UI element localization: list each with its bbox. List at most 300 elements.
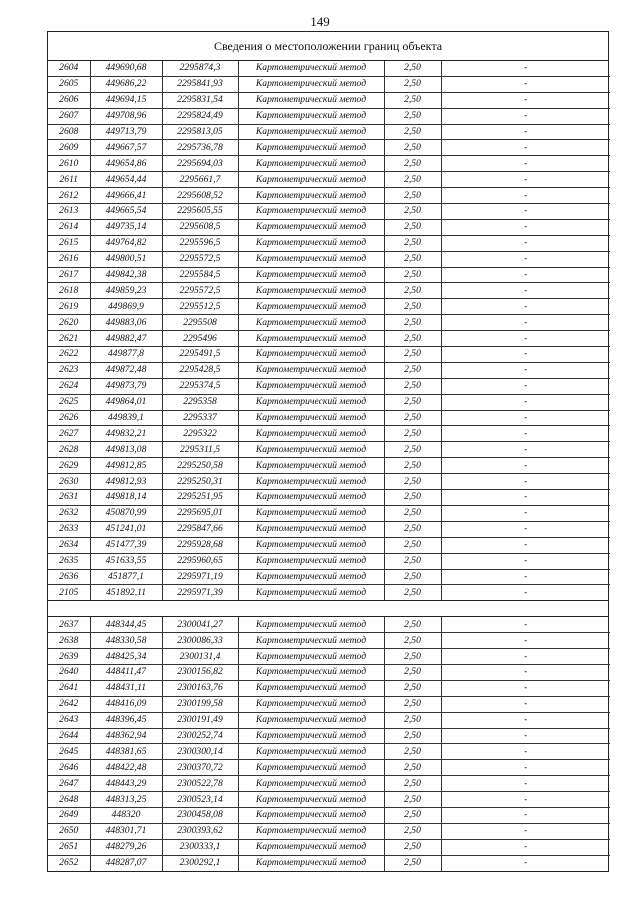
y-coordinate-cell: 2295322 <box>162 426 238 442</box>
y-coordinate-cell: 2300522,78 <box>162 776 238 792</box>
table-row <box>48 362 610 378</box>
x-coordinate-cell: 451241,01 <box>90 521 162 537</box>
y-coordinate-cell: 2295337 <box>162 410 238 426</box>
accuracy-cell: 2,50 <box>384 505 441 521</box>
method-cell: Картометрический метод <box>238 204 384 220</box>
table-row <box>48 585 610 600</box>
point-number-cell: 2105 <box>48 585 90 600</box>
point-number-cell: 2646 <box>48 760 90 776</box>
method-cell: Картометрический метод <box>238 299 384 315</box>
y-coordinate-cell: 2295374,5 <box>162 378 238 394</box>
note-cell: - <box>441 553 610 569</box>
y-coordinate-cell: 2300292,1 <box>162 855 238 870</box>
note-cell: - <box>441 156 610 172</box>
table-row <box>48 664 610 680</box>
point-number-cell: 2624 <box>48 378 90 394</box>
x-coordinate-cell: 448362,94 <box>90 728 162 744</box>
method-cell: Картометрический метод <box>238 331 384 347</box>
point-number-cell: 2619 <box>48 299 90 315</box>
accuracy-cell: 2,50 <box>384 728 441 744</box>
table-row <box>48 283 610 299</box>
accuracy-cell: 2,50 <box>384 474 441 490</box>
accuracy-cell: 2,50 <box>384 315 441 331</box>
point-number-cell: 2639 <box>48 649 90 665</box>
table-row <box>48 108 610 124</box>
y-coordinate-cell: 2295661,7 <box>162 172 238 188</box>
method-cell: Картометрический метод <box>238 792 384 808</box>
method-cell: Картометрический метод <box>238 569 384 585</box>
y-coordinate-cell: 2300041,27 <box>162 617 238 632</box>
point-number-cell: 2634 <box>48 537 90 553</box>
note-cell: - <box>441 76 610 92</box>
x-coordinate-cell: 449873,79 <box>90 378 162 394</box>
table-row <box>48 744 610 760</box>
method-cell: Картометрический метод <box>238 649 384 665</box>
accuracy-cell: 2,50 <box>384 251 441 267</box>
note-cell: - <box>441 664 610 680</box>
table-row <box>48 521 610 537</box>
note-cell: - <box>441 347 610 363</box>
x-coordinate-cell: 449864,01 <box>90 394 162 410</box>
method-cell: Картометрический метод <box>238 394 384 410</box>
note-cell: - <box>441 839 610 855</box>
x-coordinate-cell: 448396,45 <box>90 712 162 728</box>
method-cell: Картометрический метод <box>238 251 384 267</box>
table-row <box>48 299 610 315</box>
note-cell: - <box>441 458 610 474</box>
y-coordinate-cell: 2295251,95 <box>162 490 238 506</box>
table-row <box>48 188 610 204</box>
accuracy-cell: 2,50 <box>384 124 441 140</box>
point-number-cell: 2640 <box>48 664 90 680</box>
point-number-cell: 2618 <box>48 283 90 299</box>
table-row <box>48 553 610 569</box>
table-row <box>48 92 610 108</box>
table-row <box>48 807 610 823</box>
method-cell: Картометрический метод <box>238 823 384 839</box>
table-row <box>48 347 610 363</box>
note-cell: - <box>441 680 610 696</box>
method-cell: Картометрический метод <box>238 347 384 363</box>
note-cell: - <box>441 331 610 347</box>
y-coordinate-cell: 2295608,52 <box>162 188 238 204</box>
note-cell: - <box>441 172 610 188</box>
y-coordinate-cell: 2295491,5 <box>162 347 238 363</box>
x-coordinate-cell: 449877,8 <box>90 347 162 363</box>
note-cell: - <box>441 394 610 410</box>
accuracy-cell: 2,50 <box>384 410 441 426</box>
method-cell: Картометрический метод <box>238 664 384 680</box>
y-coordinate-cell: 2300370,72 <box>162 760 238 776</box>
y-coordinate-cell: 2295572,5 <box>162 251 238 267</box>
note-cell: - <box>441 283 610 299</box>
point-number-cell: 2609 <box>48 140 90 156</box>
note-cell: - <box>441 410 610 426</box>
x-coordinate-cell: 451477,39 <box>90 537 162 553</box>
y-coordinate-cell: 2295831,54 <box>162 92 238 108</box>
point-number-cell: 2630 <box>48 474 90 490</box>
accuracy-cell: 2,50 <box>384 696 441 712</box>
note-cell: - <box>441 235 610 251</box>
x-coordinate-cell: 448411,47 <box>90 664 162 680</box>
page-number: 149 <box>310 14 330 29</box>
y-coordinate-cell: 2300523,14 <box>162 792 238 808</box>
note-cell: - <box>441 537 610 553</box>
point-number-cell: 2627 <box>48 426 90 442</box>
point-number-cell: 2650 <box>48 823 90 839</box>
accuracy-cell: 2,50 <box>384 299 441 315</box>
accuracy-cell: 2,50 <box>384 442 441 458</box>
note-cell: - <box>441 362 610 378</box>
table-row <box>48 823 610 839</box>
method-cell: Картометрический метод <box>238 362 384 378</box>
note-cell: - <box>441 474 610 490</box>
y-coordinate-cell: 2295572,5 <box>162 283 238 299</box>
point-number-cell: 2615 <box>48 235 90 251</box>
y-coordinate-cell: 2295971,39 <box>162 585 238 600</box>
accuracy-cell: 2,50 <box>384 140 441 156</box>
x-coordinate-cell: 449818,14 <box>90 490 162 506</box>
note-cell: - <box>441 251 610 267</box>
x-coordinate-cell: 449883,06 <box>90 315 162 331</box>
y-coordinate-cell: 2300131,4 <box>162 649 238 665</box>
method-cell: Картометрический метод <box>238 776 384 792</box>
method-cell: Картометрический метод <box>238 410 384 426</box>
method-cell: Картометрический метод <box>238 537 384 553</box>
point-number-cell: 2613 <box>48 204 90 220</box>
accuracy-cell: 2,50 <box>384 569 441 585</box>
x-coordinate-cell: 449713,79 <box>90 124 162 140</box>
note-cell: - <box>441 521 610 537</box>
method-cell: Картометрический метод <box>238 235 384 251</box>
y-coordinate-cell: 2295841,93 <box>162 76 238 92</box>
y-coordinate-cell: 2300458,08 <box>162 807 238 823</box>
y-coordinate-cell: 2295508 <box>162 315 238 331</box>
table-row <box>48 331 610 347</box>
table-row <box>48 315 610 331</box>
table-row <box>48 394 610 410</box>
accuracy-cell: 2,50 <box>384 362 441 378</box>
x-coordinate-cell: 449882,47 <box>90 331 162 347</box>
x-coordinate-cell: 449839,1 <box>90 410 162 426</box>
method-cell: Картометрический метод <box>238 188 384 204</box>
x-coordinate-cell: 449764,82 <box>90 235 162 251</box>
accuracy-cell: 2,50 <box>384 521 441 537</box>
x-coordinate-cell: 448425,34 <box>90 649 162 665</box>
point-number-cell: 2604 <box>48 61 90 76</box>
point-number-cell: 2633 <box>48 521 90 537</box>
table-row <box>48 410 610 426</box>
note-cell: - <box>441 490 610 506</box>
method-cell: Картометрический метод <box>238 490 384 506</box>
accuracy-cell: 2,50 <box>384 172 441 188</box>
table-row <box>48 696 610 712</box>
y-coordinate-cell: 2300300,14 <box>162 744 238 760</box>
point-number-cell: 2605 <box>48 76 90 92</box>
note-cell: - <box>441 188 610 204</box>
x-coordinate-cell: 449832,21 <box>90 426 162 442</box>
note-cell: - <box>441 617 610 632</box>
accuracy-cell: 2,50 <box>384 664 441 680</box>
table-row <box>48 617 610 632</box>
table-row <box>48 378 610 394</box>
accuracy-cell: 2,50 <box>384 156 441 172</box>
note-cell: - <box>441 108 610 124</box>
method-cell: Картометрический метод <box>238 744 384 760</box>
method-cell: Картометрический метод <box>238 156 384 172</box>
x-coordinate-cell: 449694,15 <box>90 92 162 108</box>
y-coordinate-cell: 2295695,01 <box>162 505 238 521</box>
x-coordinate-cell: 449859,23 <box>90 283 162 299</box>
accuracy-cell: 2,50 <box>384 458 441 474</box>
accuracy-cell: 2,50 <box>384 426 441 442</box>
point-number-cell: 2648 <box>48 792 90 808</box>
y-coordinate-cell: 2295358 <box>162 394 238 410</box>
x-coordinate-cell: 449735,14 <box>90 219 162 235</box>
accuracy-cell: 2,50 <box>384 760 441 776</box>
note-cell: - <box>441 426 610 442</box>
accuracy-cell: 2,50 <box>384 490 441 506</box>
accuracy-cell: 2,50 <box>384 855 441 870</box>
accuracy-cell: 2,50 <box>384 108 441 124</box>
point-number-cell: 2637 <box>48 617 90 632</box>
method-cell: Картометрический метод <box>238 315 384 331</box>
x-coordinate-cell: 449812,85 <box>90 458 162 474</box>
accuracy-cell: 2,50 <box>384 61 441 76</box>
method-cell: Картометрический метод <box>238 108 384 124</box>
note-cell: - <box>441 776 610 792</box>
y-coordinate-cell: 2295512,5 <box>162 299 238 315</box>
boundary-table-group-2 <box>48 617 610 870</box>
point-number-cell: 2652 <box>48 855 90 870</box>
point-number-cell: 2632 <box>48 505 90 521</box>
accuracy-cell: 2,50 <box>384 617 441 632</box>
x-coordinate-cell: 449708,96 <box>90 108 162 124</box>
point-number-cell: 2642 <box>48 696 90 712</box>
point-number-cell: 2649 <box>48 807 90 823</box>
note-cell: - <box>441 807 610 823</box>
boundary-table-group-1 <box>48 61 610 600</box>
accuracy-cell: 2,50 <box>384 347 441 363</box>
method-cell: Картометрический метод <box>238 124 384 140</box>
accuracy-cell: 2,50 <box>384 792 441 808</box>
point-number-cell: 2612 <box>48 188 90 204</box>
method-cell: Картометрический метод <box>238 760 384 776</box>
note-cell: - <box>441 442 610 458</box>
method-cell: Картометрический метод <box>238 442 384 458</box>
table-heading: Сведения о местоположении границ объекта <box>48 32 608 61</box>
table-row <box>48 124 610 140</box>
x-coordinate-cell: 449654,86 <box>90 156 162 172</box>
table-row <box>48 204 610 220</box>
y-coordinate-cell: 2295596,5 <box>162 235 238 251</box>
note-cell: - <box>441 505 610 521</box>
accuracy-cell: 2,50 <box>384 331 441 347</box>
table-row <box>48 505 610 521</box>
table-row <box>48 172 610 188</box>
x-coordinate-cell: 448287,07 <box>90 855 162 870</box>
note-cell: - <box>441 855 610 870</box>
boundary-table-frame <box>47 31 609 872</box>
point-number-cell: 2647 <box>48 776 90 792</box>
method-cell: Картометрический метод <box>238 267 384 283</box>
y-coordinate-cell: 2300333,1 <box>162 839 238 855</box>
x-coordinate-cell: 448320 <box>90 807 162 823</box>
table-row <box>48 680 610 696</box>
point-number-cell: 2626 <box>48 410 90 426</box>
y-coordinate-cell: 2300156,82 <box>162 664 238 680</box>
method-cell: Картометрический метод <box>238 474 384 490</box>
y-coordinate-cell: 2300163,76 <box>162 680 238 696</box>
table-row <box>48 235 610 251</box>
point-number-cell: 2644 <box>48 728 90 744</box>
table-row <box>48 458 610 474</box>
x-coordinate-cell: 448416,09 <box>90 696 162 712</box>
table-row <box>48 426 610 442</box>
note-cell: - <box>441 569 610 585</box>
point-number-cell: 2628 <box>48 442 90 458</box>
x-coordinate-cell: 449666,41 <box>90 188 162 204</box>
table-row <box>48 251 610 267</box>
accuracy-cell: 2,50 <box>384 188 441 204</box>
y-coordinate-cell: 2295250,31 <box>162 474 238 490</box>
point-number-cell: 2606 <box>48 92 90 108</box>
point-number-cell: 2638 <box>48 633 90 649</box>
x-coordinate-cell: 449665,54 <box>90 204 162 220</box>
x-coordinate-cell: 448431,11 <box>90 680 162 696</box>
x-coordinate-cell: 449800,51 <box>90 251 162 267</box>
accuracy-cell: 2,50 <box>384 776 441 792</box>
method-cell: Картометрический метод <box>238 807 384 823</box>
note-cell: - <box>441 140 610 156</box>
x-coordinate-cell: 449686,22 <box>90 76 162 92</box>
note-cell: - <box>441 696 610 712</box>
table-row <box>48 156 610 172</box>
point-number-cell: 2631 <box>48 490 90 506</box>
accuracy-cell: 2,50 <box>384 235 441 251</box>
x-coordinate-cell: 448443,29 <box>90 776 162 792</box>
method-cell: Картометрический метод <box>238 426 384 442</box>
point-number-cell: 2622 <box>48 347 90 363</box>
note-cell: - <box>441 744 610 760</box>
accuracy-cell: 2,50 <box>384 807 441 823</box>
table-row <box>48 490 610 506</box>
table-row <box>48 728 610 744</box>
point-number-cell: 2641 <box>48 680 90 696</box>
accuracy-cell: 2,50 <box>384 204 441 220</box>
method-cell: Картометрический метод <box>238 617 384 632</box>
point-number-cell: 2629 <box>48 458 90 474</box>
method-cell: Картометрический метод <box>238 76 384 92</box>
x-coordinate-cell: 448301,71 <box>90 823 162 839</box>
point-number-cell: 2608 <box>48 124 90 140</box>
table-row <box>48 569 610 585</box>
x-coordinate-cell: 449812,93 <box>90 474 162 490</box>
accuracy-cell: 2,50 <box>384 712 441 728</box>
x-coordinate-cell: 449842,38 <box>90 267 162 283</box>
x-coordinate-cell: 448344,45 <box>90 617 162 632</box>
accuracy-cell: 2,50 <box>384 537 441 553</box>
x-coordinate-cell: 449690,68 <box>90 61 162 76</box>
note-cell: - <box>441 792 610 808</box>
table-row <box>48 76 610 92</box>
point-number-cell: 2623 <box>48 362 90 378</box>
note-cell: - <box>441 378 610 394</box>
accuracy-cell: 2,50 <box>384 839 441 855</box>
group-separator <box>48 600 608 617</box>
method-cell: Картометрический метод <box>238 553 384 569</box>
table-row <box>48 649 610 665</box>
table-row <box>48 839 610 855</box>
table-row <box>48 776 610 792</box>
table-row <box>48 792 610 808</box>
note-cell: - <box>441 92 610 108</box>
accuracy-cell: 2,50 <box>384 76 441 92</box>
y-coordinate-cell: 2300086,33 <box>162 633 238 649</box>
point-number-cell: 2635 <box>48 553 90 569</box>
point-number-cell: 2625 <box>48 394 90 410</box>
y-coordinate-cell: 2300199,58 <box>162 696 238 712</box>
y-coordinate-cell: 2295428,5 <box>162 362 238 378</box>
y-coordinate-cell: 2295847,66 <box>162 521 238 537</box>
y-coordinate-cell: 2295496 <box>162 331 238 347</box>
table-row <box>48 633 610 649</box>
x-coordinate-cell: 448279,26 <box>90 839 162 855</box>
table-row <box>48 855 610 870</box>
x-coordinate-cell: 448422,48 <box>90 760 162 776</box>
method-cell: Картометрический метод <box>238 140 384 156</box>
x-coordinate-cell: 449869,9 <box>90 299 162 315</box>
y-coordinate-cell: 2300191,49 <box>162 712 238 728</box>
method-cell: Картометрический метод <box>238 839 384 855</box>
x-coordinate-cell: 448313,25 <box>90 792 162 808</box>
table-row <box>48 219 610 235</box>
method-cell: Картометрический метод <box>238 378 384 394</box>
accuracy-cell: 2,50 <box>384 553 441 569</box>
point-number-cell: 2621 <box>48 331 90 347</box>
note-cell: - <box>441 299 610 315</box>
note-cell: - <box>441 315 610 331</box>
note-cell: - <box>441 267 610 283</box>
method-cell: Картометрический метод <box>238 219 384 235</box>
method-cell: Картометрический метод <box>238 172 384 188</box>
note-cell: - <box>441 633 610 649</box>
table-row <box>48 537 610 553</box>
point-number-cell: 2617 <box>48 267 90 283</box>
method-cell: Картометрический метод <box>238 728 384 744</box>
y-coordinate-cell: 2295928,68 <box>162 537 238 553</box>
accuracy-cell: 2,50 <box>384 394 441 410</box>
point-number-cell: 2643 <box>48 712 90 728</box>
note-cell: - <box>441 585 610 600</box>
y-coordinate-cell: 2295250,58 <box>162 458 238 474</box>
note-cell: - <box>441 760 610 776</box>
x-coordinate-cell: 449667,57 <box>90 140 162 156</box>
method-cell: Картометрический метод <box>238 696 384 712</box>
x-coordinate-cell: 449813,08 <box>90 442 162 458</box>
x-coordinate-cell: 451892,11 <box>90 585 162 600</box>
y-coordinate-cell: 2295311,5 <box>162 442 238 458</box>
method-cell: Картометрический метод <box>238 458 384 474</box>
note-cell: - <box>441 61 610 76</box>
accuracy-cell: 2,50 <box>384 680 441 696</box>
table-row <box>48 712 610 728</box>
method-cell: Картометрический метод <box>238 680 384 696</box>
y-coordinate-cell: 2295736,78 <box>162 140 238 156</box>
x-coordinate-cell: 449654,44 <box>90 172 162 188</box>
point-number-cell: 2614 <box>48 219 90 235</box>
accuracy-cell: 2,50 <box>384 267 441 283</box>
